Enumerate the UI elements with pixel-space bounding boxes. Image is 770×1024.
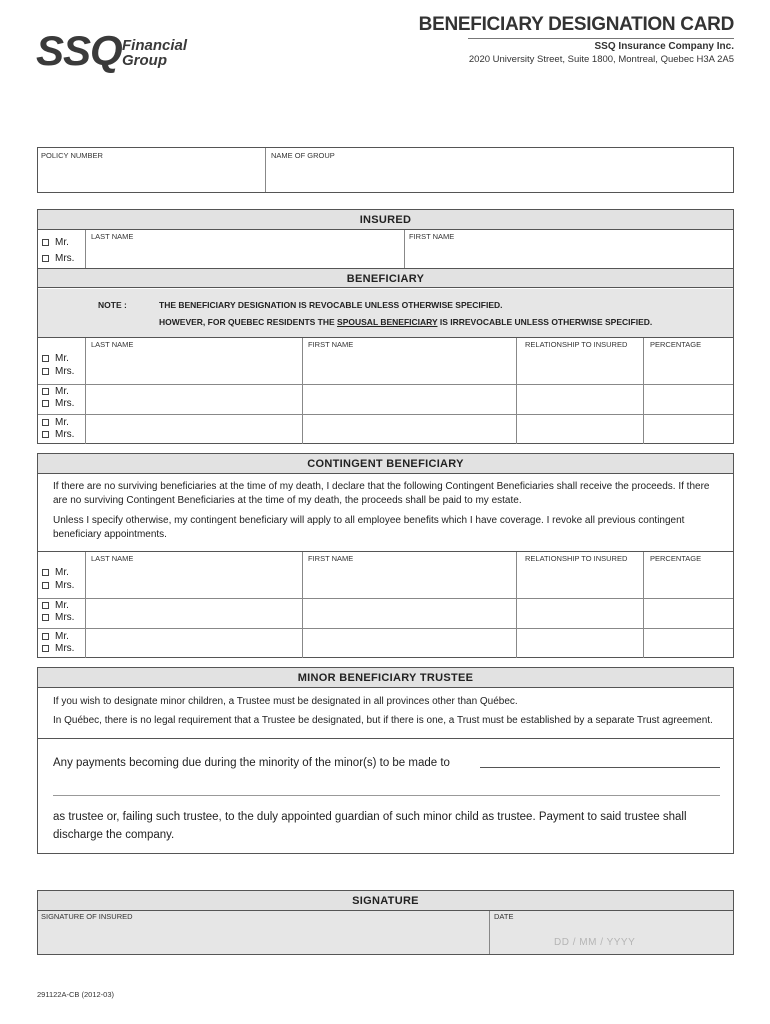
col-relationship: RELATIONSHIP TO INSURED	[525, 340, 628, 349]
note-line-2-pre: HOWEVER, FOR QUEBEC RESIDENTS THE	[159, 317, 338, 327]
mrs-label: Mrs.	[55, 398, 75, 409]
mr-option[interactable]	[42, 386, 69, 398]
note-label: NOTE :	[98, 300, 127, 310]
table-row	[38, 598, 733, 628]
table-row	[38, 384, 733, 414]
col-relationship: RELATIONSHIP TO INSURED	[525, 554, 628, 563]
form-code: 291122A-CB (2012-03)	[37, 990, 114, 999]
checkbox-icon	[42, 645, 49, 652]
group-name-field[interactable]	[266, 148, 733, 192]
title-rule	[468, 38, 734, 39]
logo-line1: Financial	[122, 37, 188, 54]
col-first-name: FIRST NAME	[308, 340, 354, 349]
contingent-table	[38, 551, 733, 658]
checkbox-icon	[42, 614, 49, 621]
checkbox-icon	[42, 400, 49, 407]
checkbox-icon	[42, 255, 49, 262]
mr-label: Mr.	[55, 417, 69, 428]
mrs-option[interactable]	[42, 643, 74, 655]
signature-heading: SIGNATURE	[38, 891, 733, 911]
table-row	[38, 628, 733, 658]
mrs-label: Mrs.	[55, 580, 75, 591]
mrs-option[interactable]	[42, 429, 74, 441]
table-row	[38, 338, 733, 384]
mrs-option[interactable]	[42, 398, 74, 410]
policy-number-label: POLICY NUMBER	[41, 151, 103, 160]
trustee-name-line[interactable]	[480, 767, 720, 768]
mrs-label: Mrs.	[55, 429, 75, 440]
checkbox-icon	[42, 431, 49, 438]
signature-field[interactable]	[38, 911, 489, 954]
contingent-section	[37, 453, 734, 658]
mr-label: Mr.	[55, 386, 69, 397]
checkbox-icon	[42, 239, 49, 246]
mr-option[interactable]	[42, 417, 69, 429]
insured-heading: INSURED	[38, 210, 733, 230]
date-field[interactable]	[490, 911, 733, 954]
checkbox-icon	[42, 368, 49, 375]
mr-option[interactable]	[42, 631, 69, 643]
mrs-label: Mrs.	[55, 253, 75, 264]
mrs-option[interactable]	[42, 580, 74, 592]
date-label: DATE	[494, 912, 514, 921]
checkbox-icon	[42, 633, 49, 640]
mr-option[interactable]	[42, 353, 69, 365]
mr-option[interactable]	[42, 567, 69, 579]
mrs-label: Mrs.	[55, 366, 75, 377]
insured-row	[38, 230, 733, 268]
policy-number-field[interactable]	[38, 148, 265, 192]
note-line-2-underlined: SPOUSAL BENEFICIARY	[337, 317, 438, 327]
logo-line2: Group	[122, 52, 167, 69]
checkbox-icon	[42, 355, 49, 362]
checkbox-icon	[42, 569, 49, 576]
insured-first-name-label: FIRST NAME	[409, 232, 455, 241]
table-row	[38, 414, 733, 444]
ssq-logo-mark: SSQ	[36, 27, 122, 74]
contingent-heading: CONTINGENT BENEFICIARY	[38, 454, 733, 474]
mrs-option[interactable]	[42, 366, 74, 378]
checkbox-icon	[42, 419, 49, 426]
date-placeholder: DD / MM / YYYY	[554, 937, 636, 948]
insured-last-name-field[interactable]	[86, 230, 404, 268]
insured-beneficiary-section	[37, 209, 734, 444]
insured-first-name-field[interactable]	[405, 230, 733, 268]
group-name-label: NAME OF GROUP	[271, 151, 335, 160]
insured-mrs-option[interactable]	[42, 253, 74, 265]
logo-wordmark	[122, 38, 187, 68]
checkbox-icon	[42, 388, 49, 395]
company-name: SSQ Insurance Company Inc.	[594, 41, 734, 52]
beneficiary-table	[38, 338, 733, 444]
divider	[38, 738, 733, 739]
mrs-option[interactable]	[42, 612, 74, 624]
col-last-name: LAST NAME	[91, 554, 134, 563]
insured-mr-option[interactable]	[42, 237, 69, 249]
mrs-label: Mrs.	[55, 612, 75, 623]
col-first-name: FIRST NAME	[308, 554, 354, 563]
mr-label: Mr.	[55, 567, 69, 578]
table-row	[38, 552, 733, 598]
checkbox-icon	[42, 582, 49, 589]
payments-text: Any payments becoming due during the minority of the minor(s) to be made to	[53, 757, 450, 769]
minor-trustee-section	[37, 667, 734, 854]
mr-option[interactable]	[42, 600, 69, 612]
mr-label: Mr.	[55, 631, 69, 642]
trustee-name-line-2[interactable]	[53, 795, 720, 796]
col-percentage: PERCENTAGE	[650, 554, 702, 563]
note-line-2	[159, 317, 652, 327]
mr-label: Mr.	[55, 600, 69, 611]
note-line-2-post: IS IRREVOCABLE UNLESS OTHERWISE SPECIFIED.	[437, 317, 653, 327]
insured-last-name-label: LAST NAME	[91, 232, 134, 241]
mr-label: Mr.	[55, 237, 69, 248]
signature-section	[37, 890, 734, 955]
signature-label: SIGNATURE OF INSURED	[41, 912, 133, 921]
contingent-para-1: If there are no surviving beneficiaries at the time of my death, I declare that the following Contingent Beneficiaries shall receive the proceeds. If there are no surviving Contingent Beneficiaries at the time of my death, the proceeds shall be paid to my estate.	[53, 481, 710, 506]
minor-para-2: In Québec, there is no legal requirement that a Trustee be designated, but if there is one, a Trust must be established by a separate Trust agreement.	[53, 715, 713, 726]
policy-group-box	[37, 147, 734, 193]
trustee-text: as trustee or, failing such trustee, to the duly appointed guardian of such minor child as trustee. Payment to said trustee shall discharge the company.	[53, 811, 687, 841]
checkbox-icon	[42, 602, 49, 609]
minor-heading: MINOR BENEFICIARY TRUSTEE	[38, 668, 733, 688]
beneficiary-heading: BENEFICIARY	[38, 268, 733, 288]
note-line-1: THE BENEFICIARY DESIGNATION IS REVOCABLE UNLESS OTHERWISE SPECIFIED.	[159, 300, 503, 310]
minor-para-1: If you wish to designate minor children, a Trustee must be designated in all provinces other than Québec.	[53, 696, 518, 707]
col-percentage: PERCENTAGE	[650, 340, 702, 349]
beneficiary-note	[38, 289, 733, 338]
contingent-para-2: Unless I specify otherwise, my contingent beneficiary will apply to all employee benefits which I have coverage. I revoke all previous contingent beneficiary appointments.	[53, 515, 685, 540]
document-title: BENEFICIARY DESIGNATION CARD	[418, 14, 734, 35]
col-last-name: LAST NAME	[91, 340, 134, 349]
mrs-label: Mrs.	[55, 643, 75, 654]
mr-label: Mr.	[55, 353, 69, 364]
company-address: 2020 University Street, Suite 1800, Montreal, Quebec H3A 2A5	[468, 54, 734, 65]
